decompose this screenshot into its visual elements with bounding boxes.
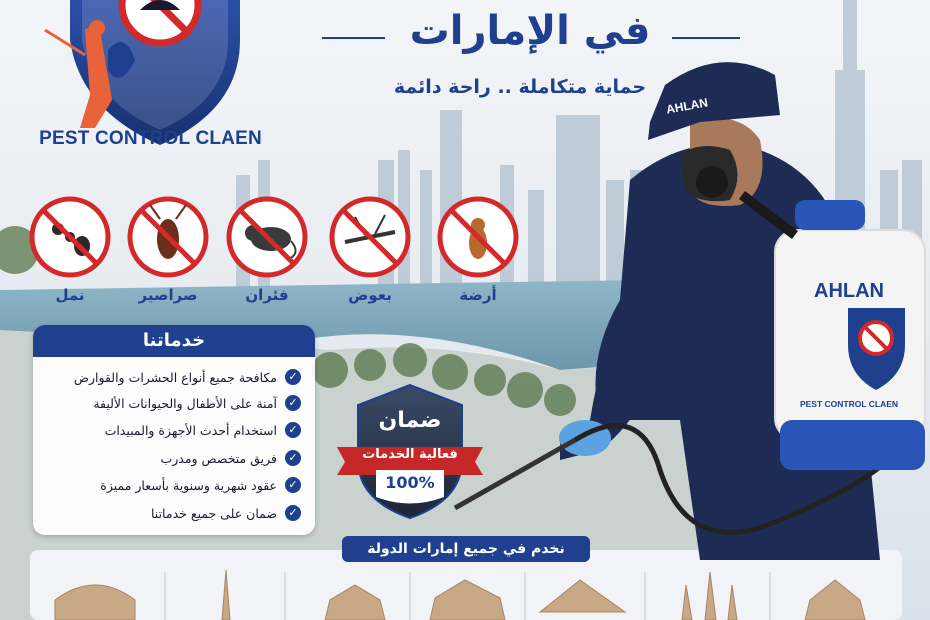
tank-small-text: PEST CONTROL CLAEN (799, 399, 899, 409)
check-icon: ✓ (285, 477, 301, 493)
check-icon: ✓ (285, 395, 301, 411)
service-text: ضمان على جميع خدماتنا (151, 505, 277, 521)
cap-logo-text: AHLAN (665, 95, 709, 117)
service-text: استخدام أحدث الأجهزة والمبيدات (104, 422, 277, 438)
service-text: عقود شهرية وسنوية بأسعار مميزة (100, 477, 277, 493)
badge-guarantee-text: ضمان (378, 408, 442, 433)
service-item (41, 446, 301, 470)
page-subtitle: حماية متكاملة .. راحة دائمة (393, 76, 647, 98)
check-icon: ✓ (285, 422, 301, 438)
cockroach-circle (130, 199, 206, 275)
services-panel (33, 325, 315, 535)
pest-label-termite: أرضة (459, 286, 497, 304)
check-icon: ✓ (285, 505, 301, 521)
ant-circle (32, 199, 108, 275)
logo-text: PEST CONTROL CLAEN (39, 128, 262, 149)
check-icon: ✓ (285, 369, 301, 385)
tank-logo-text: AHLAN (814, 280, 884, 302)
service-item (41, 418, 301, 442)
termite-circle (440, 199, 516, 275)
pest-label-ant: نمل (55, 286, 85, 304)
service-item (41, 501, 301, 525)
page-title: في الإمارات (409, 8, 651, 54)
mosquito-circle (332, 199, 408, 275)
services-heading: خدماتنا (33, 325, 315, 357)
service-text: فريق متخصص ومدرب (160, 450, 277, 466)
coverage-banner: نخدم في جميع إمارات الدولة (342, 536, 590, 562)
badge-percent: 100% (385, 473, 435, 492)
pest-label-cockroach: صراصير (138, 286, 198, 304)
badge-ribbon-text: فعالية الخدمات (362, 447, 458, 462)
rat-circle (229, 199, 305, 275)
service-item (41, 473, 301, 497)
service-text: آمنة على الأطفال والحيوانات الأليفة (93, 395, 277, 411)
pest-label-rat: فئران (245, 286, 289, 304)
service-text: مكافحة جميع أنواع الحشرات والقوارض (73, 369, 277, 385)
pest-label-mosquito: بعوض (348, 286, 392, 304)
check-icon: ✓ (285, 450, 301, 466)
service-item (41, 365, 301, 389)
service-item (41, 391, 301, 415)
